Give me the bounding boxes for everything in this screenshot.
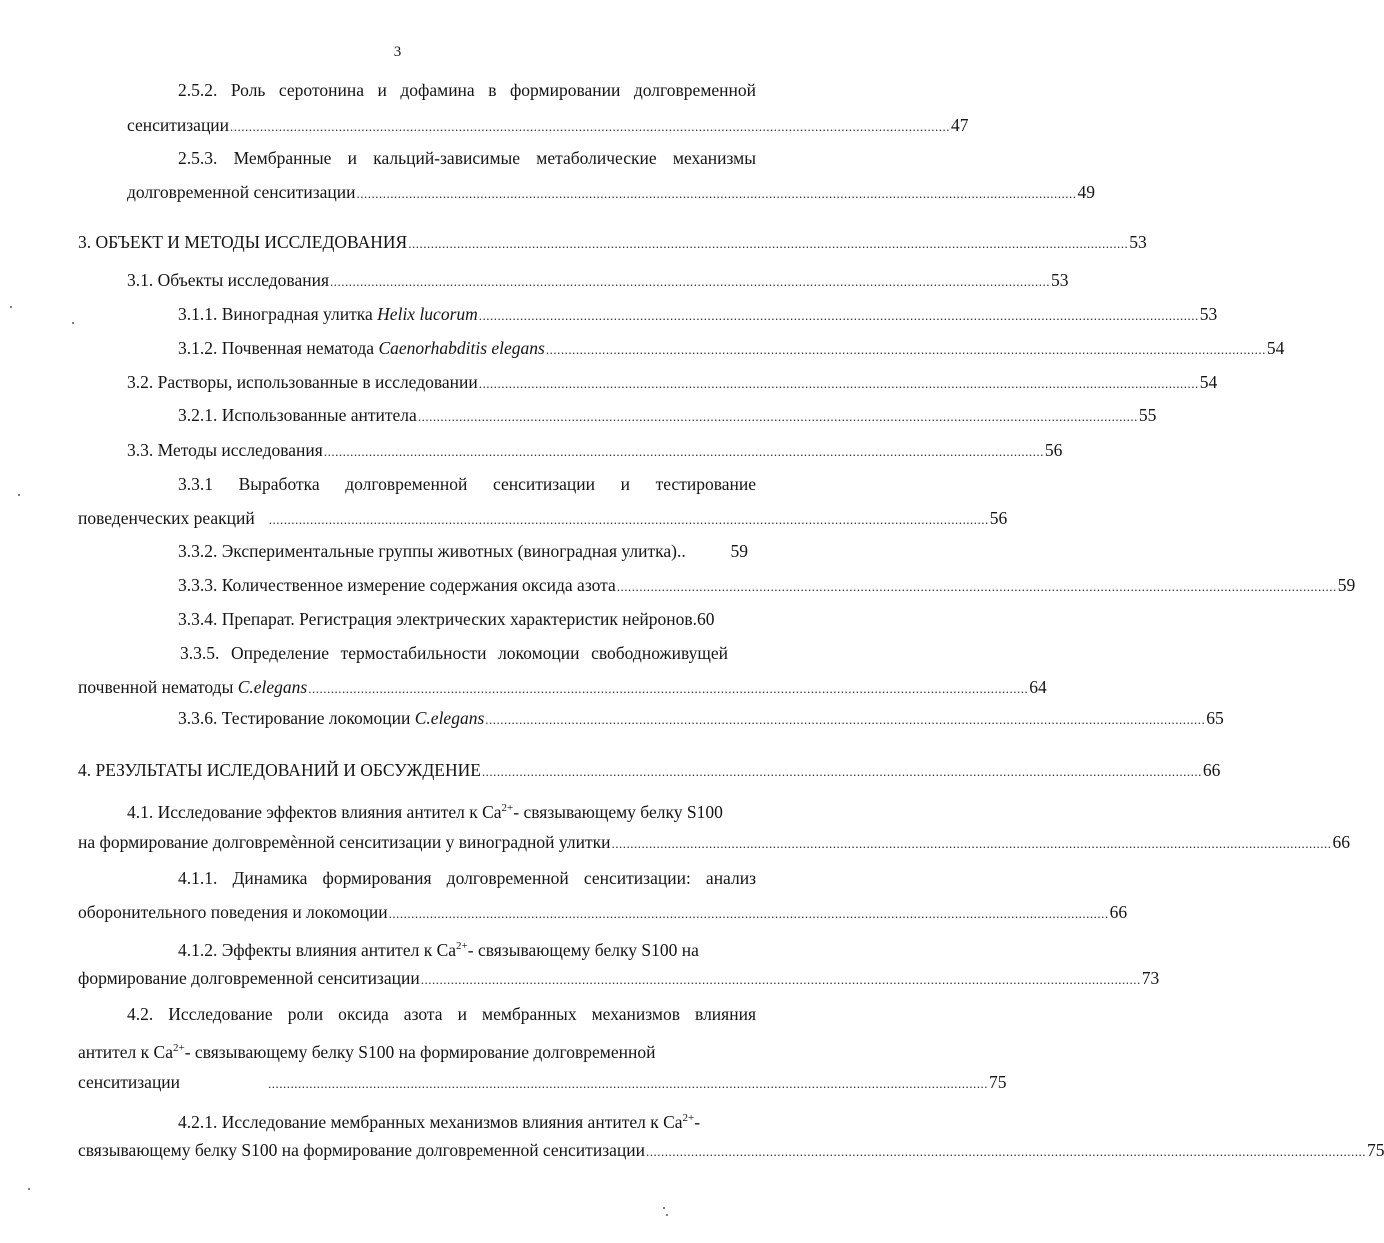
leader-dots: ................................................................................................................................................................................................ bbox=[545, 342, 1266, 357]
toc-entry-2-5-3-cont: долговременной сенситизации bbox=[127, 182, 356, 202]
toc-entry-4-1-line2 bbox=[78, 830, 1351, 854]
toc-entry-4-2-1-line1 bbox=[178, 1106, 760, 1130]
toc-entry-4-2-line3 bbox=[78, 1070, 1007, 1094]
toc-entry-3-1-2 bbox=[178, 336, 1285, 360]
toc-page-number: 55 bbox=[1138, 405, 1157, 425]
toc-entry-3-1-1 bbox=[178, 302, 1218, 326]
toc-entry-3-text: 3. ОБЪЕКТ И МЕТОДЫ ИССЛЕДОВАНИЯ bbox=[78, 232, 408, 252]
toc-page-number: 56 bbox=[989, 508, 1008, 528]
toc-entry-4-1-2-cont: формирование долговременной сенситизации bbox=[78, 968, 420, 988]
toc-entry-3-2-text: 3.2. Растворы, использованные в исследовании bbox=[127, 372, 478, 392]
toc-entry-3-1-text: 3.1. Объекты исследования bbox=[127, 270, 330, 290]
leader-dots: ................................................................................................................................................................................................ bbox=[616, 579, 1337, 594]
leader-dots: ................................................................................................................................................................................................ bbox=[388, 906, 1109, 921]
leader-dots: ................................................................................................................................................................................................ bbox=[308, 681, 1029, 696]
leader-dots: ................................................................................................................................................................................................ bbox=[268, 512, 989, 527]
toc-entry-4-1-2-text-a: 4.1.2. Эффекты влияния антител к Ca bbox=[178, 939, 457, 960]
scan-speck bbox=[10, 306, 12, 308]
superscript: 2+ bbox=[682, 1112, 695, 1124]
toc-page-number: 53 bbox=[1129, 232, 1147, 252]
toc-page-number: 65 bbox=[1206, 708, 1224, 728]
leader-dots: ................................................................................................................................................................................................ bbox=[481, 764, 1202, 779]
toc-page-number: 75 bbox=[989, 1072, 1007, 1092]
toc-page-number: 66 bbox=[1109, 902, 1128, 922]
toc-entry-3-3-1-text: 3.3.1 Выработка долговременной сенситизации и тестирование bbox=[178, 474, 756, 494]
species-name: Helix lucorum bbox=[377, 304, 478, 324]
toc-page-number: 66 bbox=[1332, 832, 1351, 852]
leader-dots: ................................................................................................................................................................................................ bbox=[478, 376, 1199, 391]
toc-entry-3-3-5-line1 bbox=[180, 641, 728, 665]
leader-dots: ................................................................................................................................................................................................ bbox=[323, 444, 1044, 459]
toc-page-number: 66 bbox=[1202, 760, 1221, 780]
toc-entry-3-3-5-text: 3.3.5. Определение термостабильности локомоции свободноживущей bbox=[180, 643, 728, 663]
toc-entry-2-5-3-line2 bbox=[127, 180, 1096, 204]
scan-speck bbox=[18, 494, 20, 496]
toc-entry-3-1-1-text: 3.1.1. Виноградная улитка bbox=[178, 304, 378, 324]
leader-dots: ................................................................................................................................................................................................ bbox=[478, 308, 1199, 323]
toc-entry-3-3-2-text: 3.3.2. Экспериментальные группы животных (виноградная улитка).. bbox=[178, 541, 686, 561]
toc-entry-2-5-2-line2 bbox=[127, 113, 969, 137]
toc-page-number: 56 bbox=[1044, 440, 1063, 460]
leader-dots: ................................................................................................................................................................................................ bbox=[417, 409, 1138, 424]
species-name: C.elegans bbox=[237, 677, 308, 697]
toc-entry-3-2 bbox=[127, 370, 1218, 394]
toc-page-number: 54 bbox=[1266, 338, 1285, 358]
toc-entry-4-1-1-text: 4.1.1. Динамика формирования долговременной сенситизации: анализ bbox=[178, 868, 756, 888]
toc-entry-2-5-2-text: 2.5.2. Роль серотонина и дофамина в формировании долговременной bbox=[178, 80, 756, 100]
toc-entry-3-3-5-line2 bbox=[78, 675, 1047, 699]
leader-dots: ................................................................................................................................................................................................ bbox=[230, 119, 951, 134]
scan-speck bbox=[666, 1214, 668, 1216]
toc-entry-4-1-text-b: - связывающему белку S100 bbox=[513, 801, 723, 822]
toc-entry-4-1-text-a: 4.1. Исследование эффектов влияния антител к Ca bbox=[127, 801, 502, 822]
leader-dots: ................................................................................................................................................................................................ bbox=[611, 836, 1332, 851]
toc-entry-2-5-3-text: 2.5.3. Мембранные и кальций-зависимые метаболические механизмы bbox=[178, 148, 756, 168]
toc-entry-3-3-5-cont: почвенной нематоды bbox=[78, 677, 238, 697]
toc-entry-4-1-2-line1 bbox=[178, 934, 756, 958]
toc-page-number: 53 bbox=[1051, 270, 1069, 290]
toc-page-number: 59 bbox=[1337, 575, 1356, 595]
toc-page-number: 53 bbox=[1199, 304, 1218, 324]
toc-entry-2-5-2-cont: сенситизации bbox=[127, 115, 230, 135]
toc-entry-4-text: 4. РЕЗУЛЬТАТЫ ИСЛЕДОВАНИЙ И ОБСУЖДЕНИЕ bbox=[78, 760, 481, 780]
toc-entry-4-2-1-text-a: 4.2.1. Исследование мембранных механизмов влияния антител к Ca bbox=[178, 1111, 683, 1132]
toc-entry-4-2-line2 bbox=[78, 1036, 756, 1060]
toc-entry-3-3-4 bbox=[178, 607, 748, 631]
toc-entry-4-2-text-b: - связывающему белку S100 на формирование долговременной bbox=[184, 1041, 656, 1062]
toc-entry-3-1 bbox=[127, 268, 1069, 292]
toc-page-number: 59 bbox=[730, 541, 748, 561]
scan-speck bbox=[663, 1207, 665, 1209]
toc-entry-3-2-1 bbox=[178, 403, 1157, 427]
leader-dots: ................................................................................................................................................................................................ bbox=[268, 1076, 989, 1091]
toc-page-number: 64 bbox=[1029, 677, 1047, 697]
toc-entry-4-2-1-line2 bbox=[78, 1138, 1384, 1162]
toc-entry-3-3-6-text: 3.3.6. Тестирование локомоции bbox=[178, 708, 415, 728]
scan-speck bbox=[72, 322, 74, 324]
toc-entry-4-2-1-text-b: - bbox=[694, 1111, 701, 1132]
leader-dots: ................................................................................................................................................................................................ bbox=[420, 972, 1141, 987]
species-name: C.elegans bbox=[414, 708, 485, 728]
toc-page-number: 54 bbox=[1199, 372, 1218, 392]
toc-entry-4-2-line1 bbox=[127, 1002, 756, 1026]
superscript: 2+ bbox=[456, 940, 468, 952]
superscript: 2+ bbox=[173, 1042, 185, 1054]
toc-entry-2-5-3-line1 bbox=[178, 146, 756, 170]
toc-page-number: 75 bbox=[1366, 1140, 1384, 1160]
toc-entry-3-3-4-text: 3.3.4. Препарат. Регистрация электрических характеристик нейронов.60 bbox=[178, 609, 715, 629]
toc-entry-4-1-1-cont: оборонительного поведения и локомоции bbox=[78, 902, 388, 922]
superscript: 2+ bbox=[501, 802, 514, 814]
scan-speck bbox=[28, 1188, 30, 1190]
toc-entry-4-1-1-line1 bbox=[178, 866, 756, 890]
leader-dots: ................................................................................................................................................................................................ bbox=[645, 1144, 1366, 1159]
toc-entry-4-2-1-cont: связывающему белку S100 на формирование долговременной сенситизации bbox=[78, 1140, 645, 1160]
species-name: Caenorhabditis elegans bbox=[378, 338, 545, 358]
toc-entry-3-3-3 bbox=[178, 573, 1356, 597]
toc-entry-3-3-3-text: 3.3.3. Количественное измерение содержания оксида азота bbox=[178, 575, 616, 595]
leader-dots: ................................................................................................................................................................................................ bbox=[485, 712, 1206, 727]
toc-entry-3-2-1-text: 3.2.1. Использованные антитела bbox=[178, 405, 417, 425]
toc-entry-3-3-6 bbox=[178, 706, 1224, 730]
toc-entry-4-1-2-line2 bbox=[78, 966, 1160, 990]
toc-page-number: 47 bbox=[951, 115, 969, 135]
toc-entry-3-1-2-text: 3.1.2. Почвенная нематода bbox=[178, 338, 379, 358]
toc-entry-4-1-2-text-b: - связывающему белку S100 на bbox=[467, 939, 699, 960]
toc-entry-3-3-1-line2 bbox=[78, 506, 1008, 530]
toc-entry-4-2-cont: сенситизации bbox=[78, 1072, 181, 1092]
toc-entry-4-1-1-line2 bbox=[78, 900, 1128, 924]
leader-dots: ................................................................................................................................................................................................ bbox=[408, 236, 1129, 251]
toc-entry-3-3 bbox=[127, 438, 1063, 462]
toc-page-number: 49 bbox=[1077, 182, 1096, 202]
toc-entry-3 bbox=[78, 230, 1147, 254]
toc-entry-4-1-line1 bbox=[127, 796, 756, 820]
leader-dots: ................................................................................................................................................................................................ bbox=[356, 186, 1077, 201]
toc-page-number: 73 bbox=[1141, 968, 1160, 988]
page-number: 3 bbox=[393, 44, 402, 60]
toc-entry-3-3-1-cont: поведенческих реакций bbox=[78, 508, 255, 528]
toc-entry-4 bbox=[78, 758, 1221, 782]
toc-entry-4-1-cont: на формирование долговремѐнной сенситизации у виноградной улитки bbox=[78, 832, 611, 852]
toc-entry-3-3-1-line1 bbox=[178, 472, 756, 496]
toc-entry-3-3-text: 3.3. Методы исследования bbox=[127, 440, 323, 460]
toc-entry-2-5-2-line1 bbox=[178, 78, 756, 102]
toc-entry-4-2-text: 4.2. Исследование роли оксида азота и мембранных механизмов влияния bbox=[127, 1004, 756, 1024]
leader-dots: ................................................................................................................................................................................................ bbox=[330, 274, 1051, 289]
toc-entry-3-3-2 bbox=[178, 539, 748, 563]
toc-entry-4-2-text-a: антител к Ca bbox=[78, 1041, 173, 1062]
